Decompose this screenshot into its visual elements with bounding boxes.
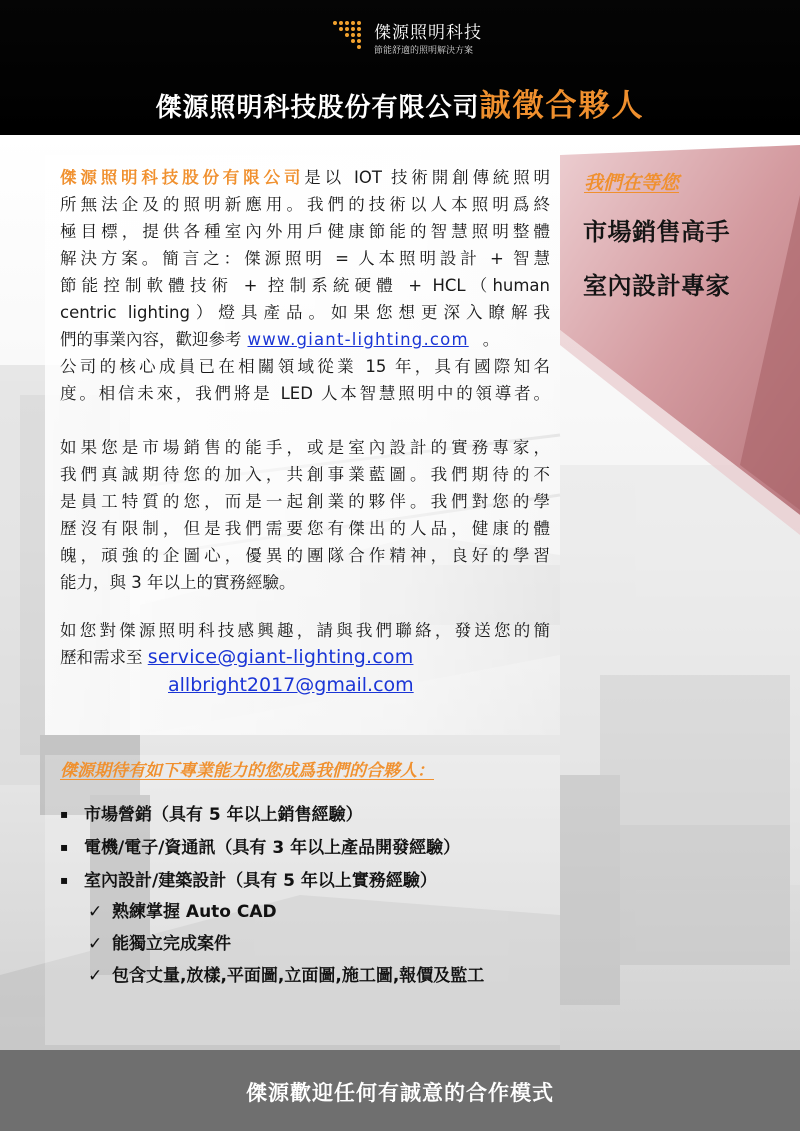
text-line: 如果您是市場銷售的能手，或是室內設計的實務專家， [60, 438, 550, 457]
callout-heading: 我們在等您 [584, 172, 680, 194]
logo-tagline: 節能舒適的照明解決方案 [374, 46, 474, 56]
email-link-service[interactable]: service@giant-lighting.com [147, 646, 414, 668]
requirement-sub-item: ✓ 能獨立完成案件 [88, 934, 231, 954]
contact-paragraph [60, 617, 550, 671]
requirements-heading: 傑源期待有如下專業能力的您成爲我們的合夥人： [60, 761, 434, 781]
title-accent: 誠徵合夥人 [479, 88, 645, 124]
requirement-sub-item: ✓ 包含丈量,放樣,平面圖,立面圖,施工圖,報價及監工 [88, 966, 485, 986]
text-line: 歷和需求至 service@giant-lighting.com [60, 646, 414, 668]
square-bullet-icon: ▪ [60, 873, 69, 887]
requirement-item: ▪ 室內設計/建築設計（具有 5 年以上實務經驗） [60, 871, 437, 891]
company-logo [332, 17, 512, 57]
text-line: centric lighting）燈具產品。如果您想更深入瞭解我 [60, 303, 550, 322]
role-sales-expert: 市場銷售高手 [583, 218, 730, 246]
text-line: 極目標，提供各種室內外用戶健康節能的智慧照明整體 [60, 222, 550, 241]
square-bullet-icon: ▪ [60, 840, 69, 854]
text-line: 節能控制軟體技術 + 控制系統硬體 + HCL（human [60, 276, 550, 295]
email-link-allbright[interactable]: allbright2017@gmail.com [168, 674, 414, 696]
text-line: 能力，與 3 年以上的實務經驗。 [60, 573, 296, 592]
text-line: 是員工特質的您，而是一起創業的夥伴。我們對您的學 [60, 492, 550, 511]
header-band [0, 0, 800, 135]
role-interior-design-expert: 室內設計專家 [583, 272, 730, 300]
intro-paragraph [60, 164, 550, 407]
page-title [0, 80, 800, 125]
checkmark-icon: ✓ [88, 934, 103, 954]
title-company: 傑源照明科技股份有限公司 [155, 93, 480, 123]
text-line: 我們真誠期待您的加入，共創事業藍圖。我們期待的不 [60, 465, 550, 484]
text-line: 解決方案。簡言之：傑源照明 = 人本照明設計 + 智慧 [60, 249, 550, 268]
square-bullet-icon: ▪ [60, 807, 69, 821]
text-line: 魄，頑強的企圖心，優異的團隊合作精神，良好的學習 [60, 546, 550, 565]
text-line: 們的事業內容，歡迎參考 www.giant-lighting.com 。 [60, 330, 500, 349]
recruit-paragraph [60, 434, 550, 596]
logo-dots-icon [332, 19, 366, 53]
checkmark-icon: ✓ [88, 966, 103, 986]
text-line: 傑源照明科技股份有限公司是以 IOT 技術開創傳統照明 [60, 168, 550, 187]
footer-slogan: 傑源歡迎任何有誠意的合作模式 [246, 1081, 554, 1105]
website-link[interactable]: www.giant-lighting.com [247, 330, 469, 349]
text-line: 歷沒有限制，但是我們需要您有傑出的人品，健康的體 [60, 519, 550, 538]
company-name: 傑源照明科技股份有限公司 [60, 168, 305, 187]
requirement-item: ▪ 電機/電子/資通訊（具有 3 年以上產品開發經驗） [60, 838, 461, 858]
text-line: 公司的核心成員已在相關領域從業 15 年，具有國際知名 [60, 357, 550, 376]
requirement-item: ▪ 市場營銷（具有 5 年以上銷售經驗） [60, 805, 363, 825]
text-line: 如您對傑源照明科技感興趣，請與我們聯絡，發送您的簡 [60, 621, 550, 640]
text-line: 度。相信未來，我們將是 LED 人本智慧照明中的領導者。 [60, 384, 550, 403]
checkmark-icon: ✓ [88, 902, 103, 922]
text-line: 所無法企及的照明新應用。我們的技術以人本照明爲終 [60, 195, 550, 214]
logo-name: 傑源照明科技 [374, 23, 482, 43]
requirement-sub-item: ✓ 熟練掌握 Auto CAD [88, 902, 277, 922]
